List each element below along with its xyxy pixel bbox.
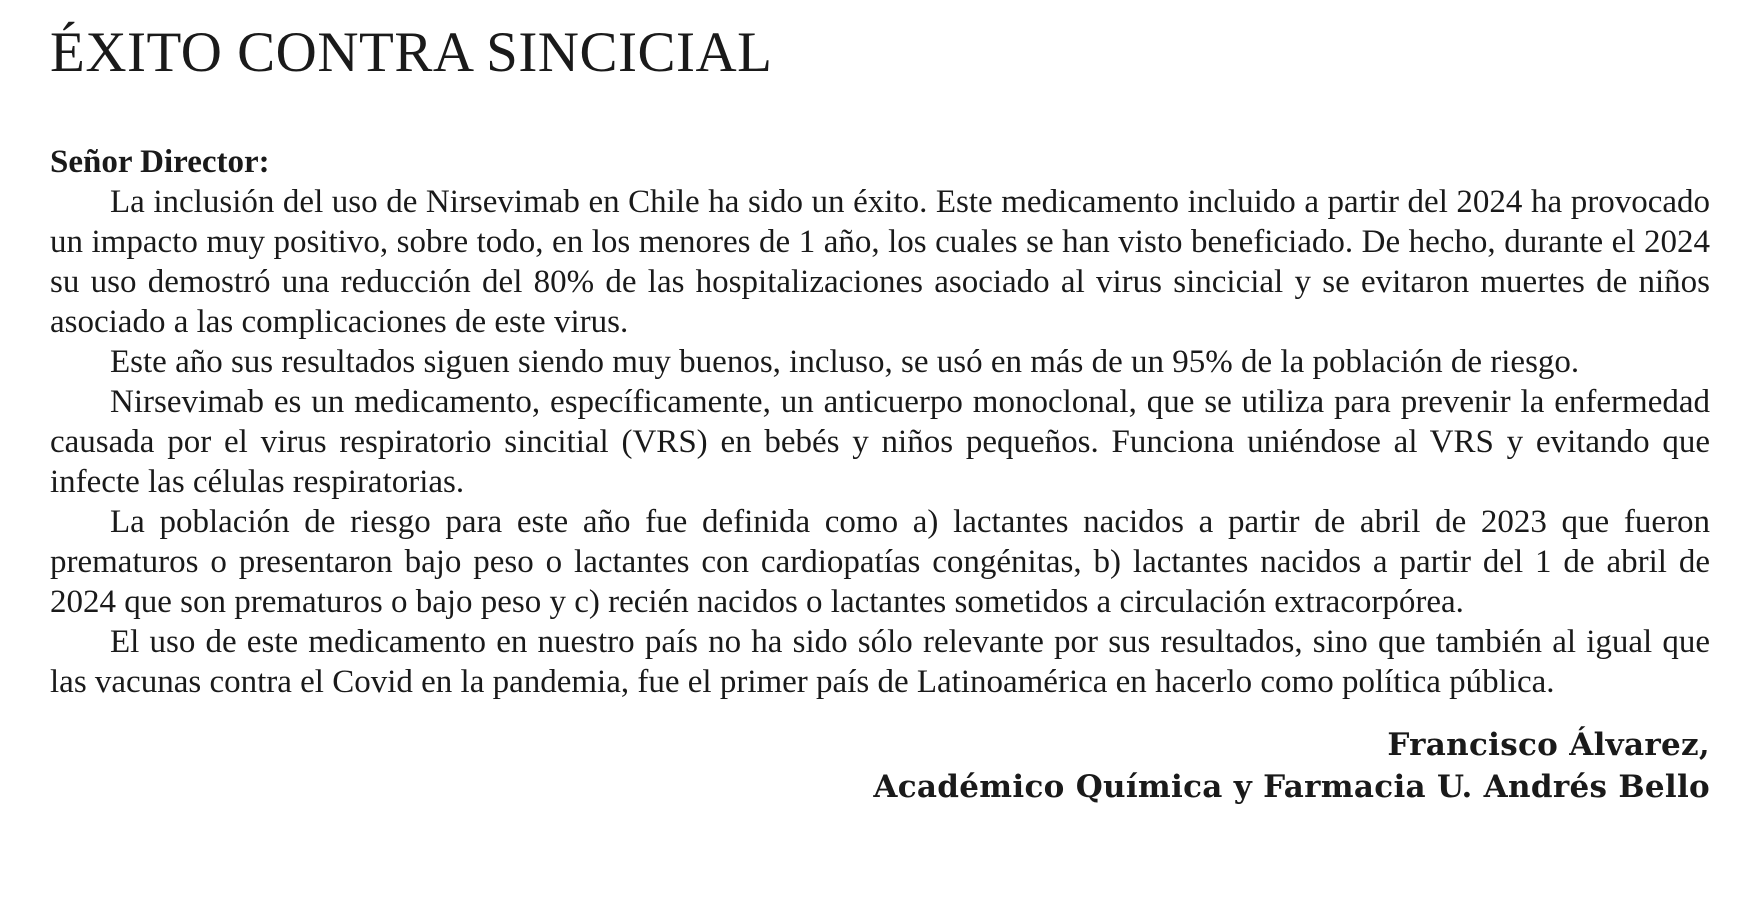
paragraph-4: La población de riesgo para este año fue definida como a) lactantes nacidos a partir de abril de 2023 que fueron prematuros o presentaron bajo peso o lactantes con cardiopatías congénitas, b) lactantes nacidos a partir del 1 de abril de 2024 que son prematuros o bajo peso y c) recién nacidos o lactantes sometidos a circulación extracorpórea. <box>50 504 1710 620</box>
signature-affiliation: Académico Química y Farmacia U. Andrés Bello <box>873 769 1710 805</box>
salutation: Señor Director: <box>50 144 270 180</box>
paragraph-5: El uso de este medicamento en nuestro país no ha sido sólo relevante por sus resultados, sino que también al igual que las vacunas contra el Covid en la pandemia, fue el primer país de Latinoamérica en hacerlo como política pública. <box>50 624 1710 700</box>
paragraph-1: La inclusión del uso de Nirsevimab en Chile ha sido un éxito. Este medicamento incluido a partir del 2024 ha provocado un impacto muy positivo, sobre todo, en los menores de 1 año, los cuales se han visto beneficiado. De hecho, durante el 2024 su uso demostró una reducción del 80% de las hospitalizaciones asociado al virus sincicial y se evitaron muertes de niños asociado a las complicaciones de este virus. <box>50 184 1710 340</box>
paragraph-3: Nirsevimab es un medicamento, específicamente, un anticuerpo monoclonal, que se utiliza para prevenir la enfermedad causada por el virus respiratorio sincitial (VRS) en bebés y niños pequeños. Funciona uniéndose al VRS y evitando que infecte las células respiratorias. <box>50 384 1710 500</box>
signature-name: Francisco Álvarez, <box>1387 727 1710 763</box>
letter-to-editor <box>50 22 1710 808</box>
headline: ÉXITO CONTRA SINCICIAL <box>50 21 773 84</box>
paragraph-2: Este año sus resultados siguen siendo muy buenos, incluso, se usó en más de un 95% de la población de riesgo. <box>110 344 1580 380</box>
signature-block <box>50 724 1710 808</box>
